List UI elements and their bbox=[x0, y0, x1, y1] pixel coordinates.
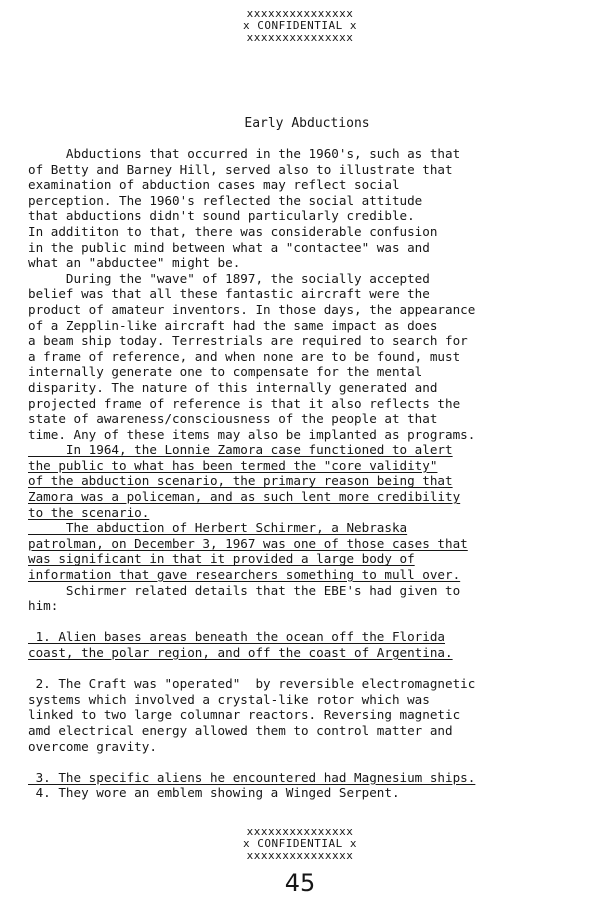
stamp-border-top: xxxxxxxxxxxxxxx bbox=[246, 825, 354, 838]
list-item-1-cont: coast, the polar region, and off the coast of Argentina. bbox=[28, 645, 453, 660]
underlined-line: to the scenario. bbox=[28, 504, 150, 520]
text-line: Abductions that occurred in the 1960's, such as that bbox=[28, 146, 461, 161]
page-number: 45 bbox=[284, 869, 316, 897]
text-line: a beam ship today. Terrestrials are required to search for bbox=[28, 333, 468, 349]
stamp-border-top: xxxxxxxxxxxxxxx bbox=[246, 7, 354, 20]
text-line: perception. The 1960's reflected the social attitude bbox=[28, 192, 423, 208]
text-line: examination of abduction cases may reflect social bbox=[28, 177, 400, 193]
underlined-line: was significant in that it provided a large body of bbox=[28, 551, 415, 567]
list-item-2: 2. The Craft was "operated" by reversible electromagnetic bbox=[28, 676, 476, 692]
text-line: Schirmer related details that the EBE's had given to bbox=[28, 582, 461, 598]
underlined-line: information that gave researchers something to mull over. bbox=[28, 567, 461, 583]
stamp-border-bottom: xxxxxxxxxxxxxxx bbox=[246, 849, 354, 862]
blank-line bbox=[28, 661, 588, 677]
list-item-2-cont: systems which involved a crystal-like rotor which was bbox=[28, 691, 430, 707]
list-item-2-cont: amd electrical energy allowed them to control matter and bbox=[28, 722, 453, 738]
list-item-4: 4. They wore an emblem showing a Winged Serpent. bbox=[28, 785, 400, 801]
text-line: During the "wave" of 1897, the socially accepted bbox=[28, 270, 430, 286]
stamp-label: x CONFIDENTIAL x bbox=[243, 19, 357, 32]
text-line: product of amateur inventors. In those days, the appearance bbox=[28, 301, 476, 317]
underlined-line: The abduction of Herbert Schirmer, a Nebraska bbox=[28, 520, 408, 536]
text-line: that abductions didn't sound particularly credible. bbox=[28, 208, 415, 224]
text-line: a frame of reference, and when none are to be found, must bbox=[28, 348, 461, 364]
confidential-stamp-bottom bbox=[0, 826, 600, 862]
text-line: what an "abductee" might be. bbox=[28, 255, 241, 271]
text-line: him: bbox=[28, 598, 59, 614]
text-line: In addititon to that, there was considerable confusion bbox=[28, 223, 438, 239]
confidential-stamp-top bbox=[0, 8, 600, 44]
text-line: disparity. The nature of this internally generated and bbox=[28, 379, 438, 395]
text-line: of a Zepplin-like aircraft had the same impact as does bbox=[28, 317, 438, 333]
text-line: projected frame of reference is that it also reflects the bbox=[28, 395, 461, 411]
stamp-border-bottom: xxxxxxxxxxxxxxx bbox=[246, 31, 354, 44]
list-item-2-cont: overcome gravity. bbox=[28, 738, 157, 754]
text-line: of Betty and Barney Hill, served also to illustrate that bbox=[28, 161, 453, 177]
page-title: Early Abductions bbox=[244, 116, 370, 131]
text-line: state of awareness/consciousness of the people at that bbox=[28, 411, 438, 427]
text-line: time. Any of these items may also be implanted as programs. bbox=[28, 426, 476, 442]
list-item-1: 1. Alien bases areas beneath the ocean off the Florida bbox=[28, 629, 446, 645]
text-line: belief was that all these fantastic aircraft were the bbox=[28, 286, 430, 302]
text-line: internally generate one to compensate for the mental bbox=[28, 364, 423, 380]
underlined-line: the public to what has been termed the "core validity" bbox=[28, 457, 438, 473]
underlined-line: of the abduction scenario, the primary reason being that bbox=[28, 473, 453, 489]
blank-line bbox=[28, 614, 588, 630]
list-item-3: 3. The specific aliens he encountered had Magnesium ships. bbox=[28, 769, 476, 785]
underlined-line: patrolman, on December 3, 1967 was one of those cases that bbox=[28, 535, 468, 551]
stamp-label: x CONFIDENTIAL x bbox=[243, 837, 357, 850]
underlined-line: Zamora was a policeman, and as such lent more credibility bbox=[28, 489, 461, 505]
body-text bbox=[28, 146, 588, 801]
blank-line bbox=[28, 754, 588, 770]
text-line: in the public mind between what a "contactee" was and bbox=[28, 239, 430, 255]
list-item-2-cont: linked to two large columnar reactors. Reversing magnetic bbox=[28, 707, 461, 723]
underlined-line: In 1964, the Lonnie Zamora case functioned to alert bbox=[28, 442, 453, 458]
